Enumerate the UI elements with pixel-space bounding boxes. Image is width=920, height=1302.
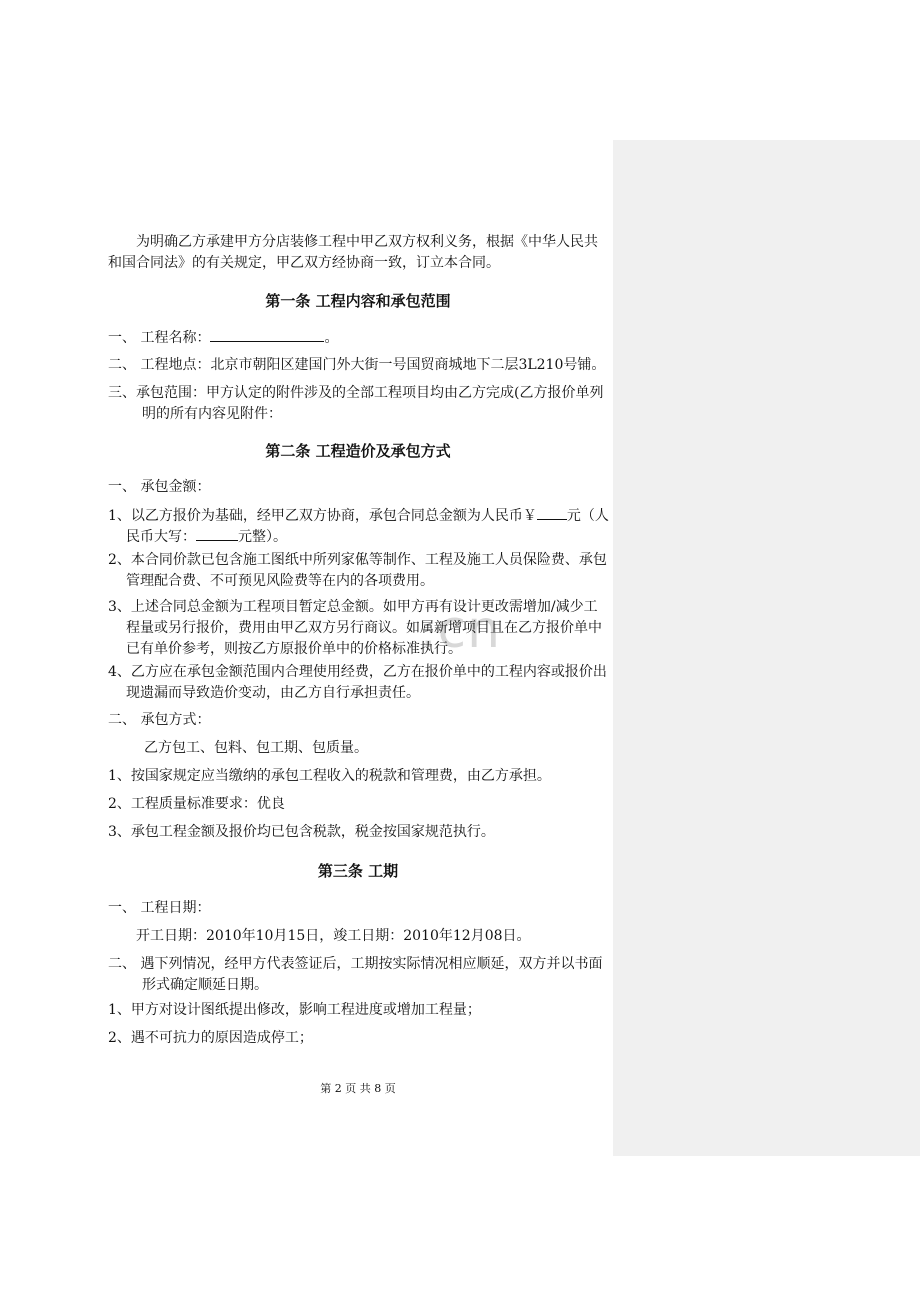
schedule-heading: 一、 工程日期： (108, 900, 211, 916)
extension-reason-2: 2、遇不可抗力的原因造成停工； (108, 1030, 313, 1046)
project-name-suffix: 。 (324, 330, 339, 346)
contract-mode-heading: 二、 承包方式： (108, 712, 211, 728)
article-3-title: 第三条 工期 (317, 862, 399, 880)
amount-line-1 (108, 505, 608, 527)
watermark: .cn (420, 600, 502, 660)
intro-line-1: 为明确乙方承建甲方分店装修工程中甲乙双方权利义务，根据《中华人民共 (136, 234, 598, 250)
project-name-line (108, 327, 608, 349)
article-2-title: 第二条 工程造价及承包方式 (265, 442, 451, 460)
intro-line-2: 和国合同法》的有关规定，甲乙双方经协商一致，订立本合同。 (108, 255, 500, 271)
comment-margin-panel (613, 140, 920, 1156)
budget-usage-paragraph: 4、乙方应在承包金额范围内合理使用经费，乙方在报价单中的工程内容或报价出现遗漏而导致造价变动，由乙方自行承担责任。 (108, 664, 607, 701)
amount-text-c: 民币大写： (126, 529, 196, 545)
amount-figure-blank[interactable] (537, 505, 567, 520)
project-location-line: 二、 工程地点：北京市朝阳区建国门外大街一号国贸商城地下二层3L210号铺。 (108, 357, 606, 373)
extension-reason-1: 1、甲方对设计图纸提出修改，影响工程进度或增加工程量； (108, 1002, 481, 1018)
amount-text-b: 元（人 (566, 508, 609, 524)
contract-amount-heading: 一、 承包金额： (108, 479, 211, 495)
page-footer: 第 2 页 共 8 页 (320, 1082, 396, 1095)
amount-line-2 (108, 526, 608, 548)
amount-text-d: 元整）。 (238, 529, 287, 545)
amount-words-blank[interactable] (196, 526, 238, 541)
tax-paragraph: 1、按国家规定应当缴纳的承包工程收入的税款和管理费，由乙方承担。 (108, 768, 551, 784)
schedule-dates: 开工日期：2010年10月15日，竣工日期：2010年12月08日。 (136, 928, 531, 944)
project-name-label: 一、 工程名称： (108, 330, 211, 346)
article-1-title: 第一条 工程内容和承包范围 (265, 292, 451, 310)
quality-paragraph: 2、工程质量标准要求：优良 (108, 796, 285, 812)
price-inclusion-paragraph: 2、本合同价款已包含施工图纸中所列家俬等制作、工程及施工人员保险费、承包管理配合费、不可预见风险费等在内的各项费用。 (108, 552, 607, 589)
amount-text-a: 1、以乙方报价为基础，经甲乙双方协商，承包合同总金额为人民币￥ (108, 508, 537, 524)
project-name-blank[interactable] (210, 327, 324, 342)
provisional-amount-paragraph: 3、上述合同总金额为工程项目暂定总金额。如甲方再有设计更改需增加/减少工程量或另行报价，费用由甲乙双方另行商议。如属新增项目且在乙方报价单中已有单价参考，则按乙方原报价单中的价格标准执行。 (108, 599, 602, 657)
extension-paragraph: 二、 遇下列情况，经甲方代表签证后，工期按实际情况相应顺延，双方并以书面形式确定顺延日期。 (108, 956, 603, 993)
contract-scope-paragraph: 三、承包范围：甲方认定的附件涉及的全部工程项目均由乙方完成(乙方报价单列明的所有内容见附件： (108, 385, 604, 422)
tax-included-paragraph: 3、承包工程金额及报价均已包含税款，税金按国家规范执行。 (108, 824, 495, 840)
contract-mode-text: 乙方包工、包料、包工期、包质量。 (144, 740, 368, 756)
